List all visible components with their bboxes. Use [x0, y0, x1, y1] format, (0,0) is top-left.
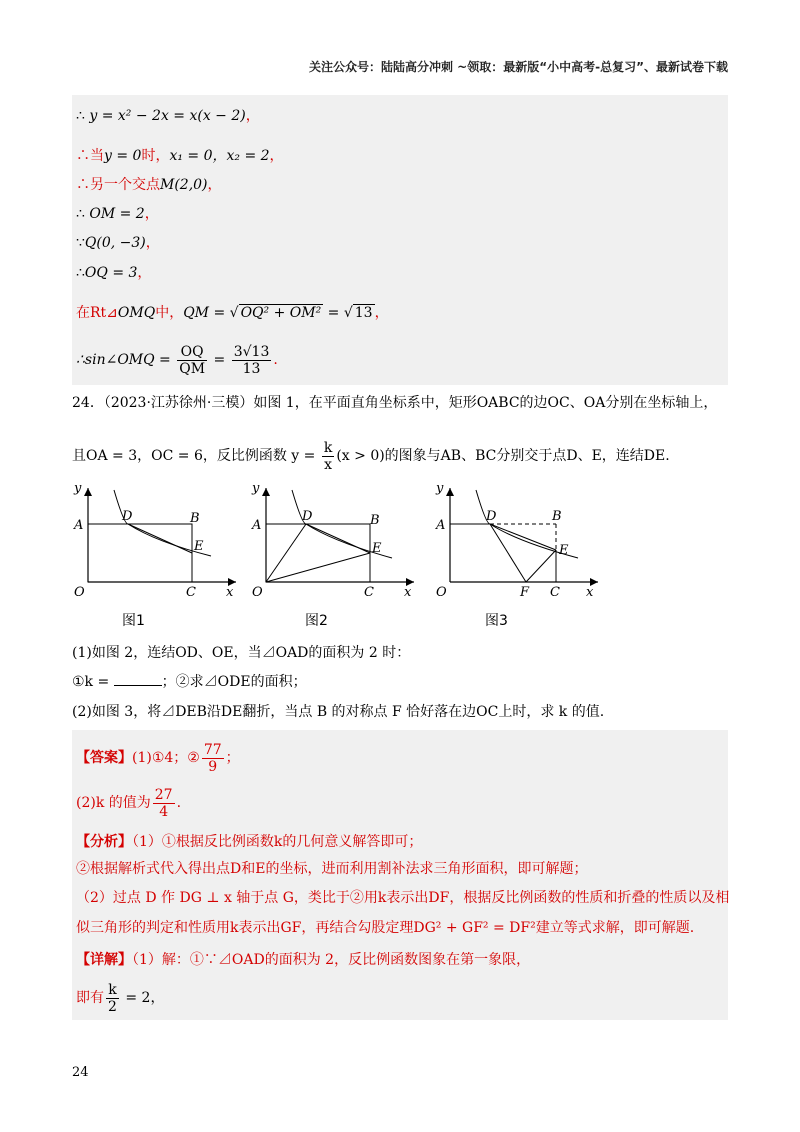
- answer-line-2: [76, 783, 181, 823]
- math: OMQ: [117, 305, 156, 321]
- math: Q(0, −3): [84, 235, 146, 251]
- text: = 2，: [120, 990, 165, 1006]
- text: ，: [145, 235, 160, 251]
- segment-OD: [266, 524, 306, 582]
- label-D: D: [486, 509, 497, 524]
- numerator: k: [323, 439, 333, 456]
- text: (x > 0)的图象与AB、BC分别交于点D、E，连结DE.: [336, 448, 670, 464]
- caption-fig2: 图2: [305, 613, 328, 629]
- detail-label: 【详解】: [76, 952, 132, 968]
- text: ；: [225, 750, 240, 766]
- text: 即有: [76, 990, 104, 1006]
- denominator: 13: [242, 360, 261, 377]
- label-F: F: [520, 585, 530, 600]
- solution-line-8: [76, 340, 278, 380]
- label-D: D: [302, 509, 313, 524]
- label-B: B: [552, 509, 562, 524]
- math: x₁ = 0，x₂ = 2: [169, 148, 270, 164]
- answer-label: 【答案】: [76, 750, 132, 766]
- text: (1)①4；②: [132, 750, 200, 766]
- analysis-line-2: ②根据解析式代入得出点D和E的坐标，进而利用割补法求三角形面积，即可解题；: [76, 861, 588, 877]
- label-x: x: [226, 585, 234, 600]
- analysis-label: 【分析】: [76, 834, 132, 850]
- label-C: C: [550, 585, 560, 600]
- segment-FE: [526, 550, 556, 582]
- answer-blank: [114, 685, 162, 686]
- denominator: 4: [159, 803, 169, 820]
- text: ，: [207, 177, 222, 193]
- solution-line-1: [76, 106, 260, 126]
- segment-OE: [266, 553, 370, 582]
- sqrt-content: OQ² + OM²: [240, 305, 322, 321]
- label-x: x: [586, 585, 594, 600]
- segment-DE: [128, 524, 192, 553]
- text: ，: [269, 148, 284, 164]
- question-1: (1)如图 2，连结OD、OE，当⊿OAD的面积为 2 时：: [72, 645, 411, 661]
- math: M(2,0): [160, 177, 208, 193]
- text: ∴: [76, 206, 90, 222]
- text: （1）解：①∵⊿OAD的面积为 2，反比例函数图象在第一象限，: [132, 952, 531, 968]
- solution-line-7: 在Rt⊿OMQ中，QM = √ OQ² + OM² = √ 13 ，: [76, 305, 389, 321]
- numerator: 3√13: [233, 343, 270, 360]
- rectangle-OABC: [88, 524, 192, 582]
- text: ∴当: [76, 148, 104, 164]
- text: =: [209, 352, 230, 368]
- denominator: 9: [208, 758, 218, 775]
- label-E: E: [194, 539, 204, 554]
- text: ①k =: [72, 674, 114, 690]
- text: 且OA = 3，OC = 6，反比例函数 y =: [72, 448, 320, 464]
- numerator: k: [106, 982, 119, 999]
- math: y = x² − 2x = x(x − 2): [89, 108, 246, 124]
- caption-fig1: 图1: [122, 613, 145, 629]
- segment-DE: [490, 524, 556, 550]
- numerator: OQ: [177, 344, 207, 361]
- solution-line-6: [76, 263, 151, 283]
- question-2: (2)如图 3，将⊿DEB沿DE翻折，当点 B 的对称点 F 恰好落在边OC上时，求 k 的值.: [72, 704, 605, 720]
- figure-2: [244, 480, 424, 610]
- caption-fig3: 图3: [485, 613, 508, 629]
- analysis-line-4: 似三角形的判定和性质用k表示出GF，再结合勾股定理DG² + GF² = DF²建立等式求解，即可解题.: [76, 920, 695, 936]
- solution-line-5: [76, 233, 160, 253]
- segment-DE: [306, 524, 370, 553]
- label-y: y: [252, 481, 260, 496]
- question-1-sub: [72, 672, 307, 692]
- label-D: D: [122, 509, 133, 524]
- label-A: A: [252, 518, 262, 533]
- label-E: E: [372, 541, 382, 556]
- math: QM =: [183, 305, 230, 321]
- math: ∴sin∠OMQ =: [76, 352, 176, 368]
- rectangle-OABC: [266, 524, 370, 582]
- label-y: y: [74, 481, 82, 496]
- analysis-line-1: [76, 832, 422, 852]
- text: 在Rt⊿: [76, 305, 118, 321]
- text: =: [323, 305, 344, 321]
- figure-1: [66, 480, 246, 610]
- label-B: B: [370, 513, 380, 528]
- answer-line-1: [76, 738, 240, 778]
- text: ，: [245, 108, 260, 124]
- analysis-line-3: （2）过点 D 作 DG ⊥ x 轴于点 G，类比于②用k表示出DF，根据反比例函数的性质和折叠的性质以及相: [76, 890, 730, 906]
- solution-line-2: [76, 146, 284, 166]
- solution-line-3: [76, 175, 222, 195]
- text: ∴另一个交点: [76, 177, 160, 193]
- text: .: [273, 352, 278, 368]
- denominator: x: [324, 456, 333, 473]
- math: OQ = 3: [84, 265, 138, 281]
- text: ∴: [76, 108, 90, 124]
- numerator: 77: [203, 741, 222, 758]
- label-C: C: [186, 585, 196, 600]
- figure-3: [428, 480, 608, 610]
- page-number: 24: [72, 1065, 89, 1080]
- detail-line-1: [76, 950, 530, 970]
- label-O: O: [436, 585, 447, 600]
- y-arrow: [84, 488, 92, 496]
- problem-line-2: [72, 436, 670, 476]
- text: 中，: [155, 305, 184, 321]
- label-A: A: [436, 518, 446, 533]
- text: ∴: [76, 265, 85, 281]
- text: ；②求⊿ODE的面积；: [161, 674, 307, 690]
- text: 时，: [141, 148, 170, 164]
- label-E: E: [559, 543, 569, 558]
- problem-line-1: 24．（2023·江苏徐州·三模）如图 1，在平面直角坐标系中，矩形OABC的边OC、OA分别在坐标轴上，: [72, 395, 718, 411]
- sqrt-content: 13: [354, 305, 373, 321]
- denominator: QM: [179, 360, 206, 377]
- text: ，: [144, 206, 159, 222]
- text: ∵: [76, 235, 85, 251]
- text: ，: [137, 265, 152, 281]
- denominator: 2: [108, 998, 117, 1015]
- label-x: x: [404, 585, 412, 600]
- detail-line-2: [76, 978, 164, 1018]
- text: (2)k 的值为: [76, 795, 151, 811]
- numerator: 27: [154, 786, 173, 803]
- label-O: O: [252, 585, 263, 600]
- label-y: y: [436, 481, 444, 496]
- text: ，: [374, 305, 389, 321]
- math: y = 0: [104, 148, 142, 164]
- page-header: 关注公众号：陆陆高分冲刺 ~领取：最新版“小中高考-总复习”、最新试卷下载: [309, 60, 728, 74]
- text: （1）①根据反比例函数k的几何意义解答即可；: [132, 834, 423, 850]
- y-arrow: [446, 488, 454, 496]
- segment-DF: [490, 524, 526, 582]
- math: OM = 2: [89, 206, 145, 222]
- label-C: C: [364, 585, 374, 600]
- solution-line-4: [76, 204, 159, 224]
- y-arrow: [262, 488, 270, 496]
- label-A: A: [74, 518, 84, 533]
- label-O: O: [74, 585, 85, 600]
- text: .: [176, 795, 182, 811]
- label-B: B: [190, 511, 200, 526]
